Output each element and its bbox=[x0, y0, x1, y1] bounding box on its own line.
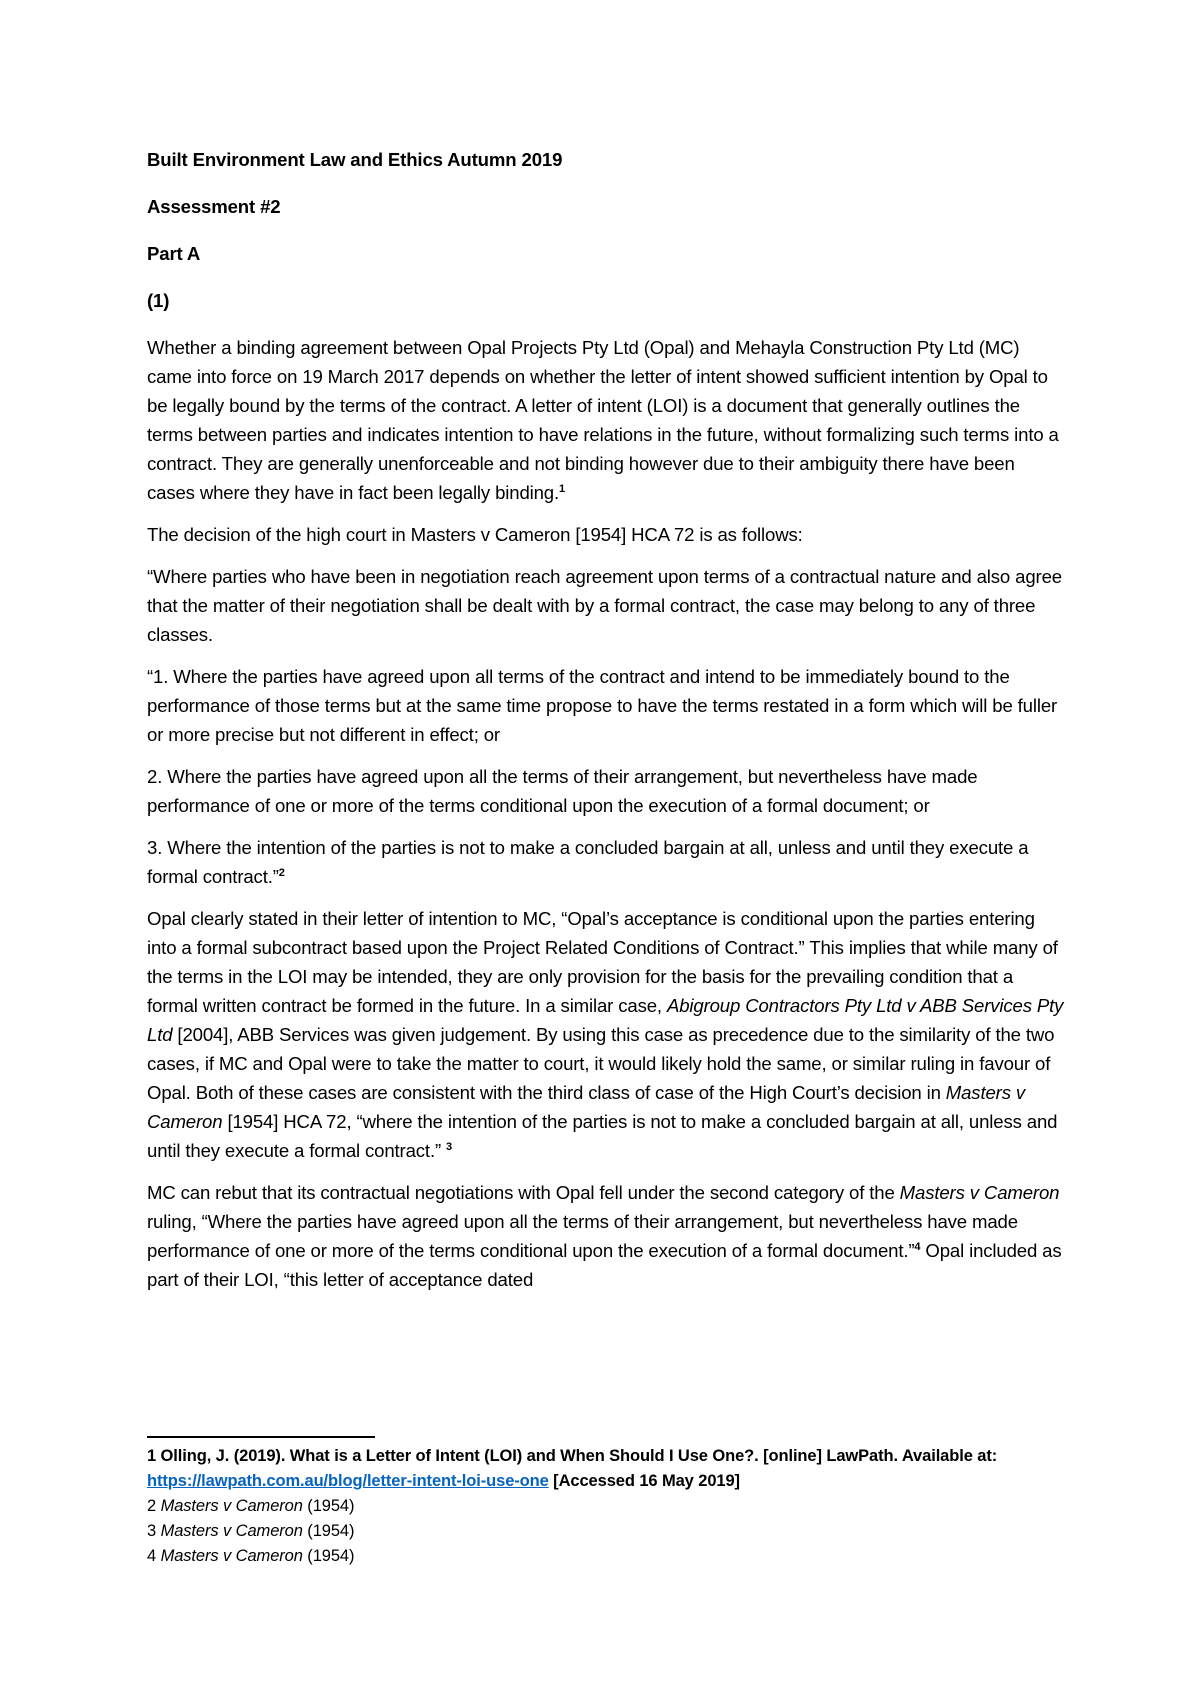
paragraph-class-3-text: 3. Where the intention of the parties is not to make a concluded bargain at all, unless and until they execute a formal contract.” bbox=[147, 837, 1029, 887]
footnotes-section bbox=[147, 1436, 1077, 1569]
footnote-1-text: 1 Olling, J. (2019). What is a Letter of Intent (LOI) and When Should I Use One?. [online] LawPath. Available at: bbox=[147, 1447, 998, 1465]
analysis-text-b: [2004], ABB Services was given judgement. By using this case as precedence due to the similarity of the two cases, if MC and Opal were to take the matter to court, it would likely hold the same, or similar ruling in favour of Opal. Both of these cases are consistent with the third class of case of the High Court’s decision in bbox=[147, 1024, 1055, 1103]
footnote-3-year: (1954) bbox=[302, 1522, 355, 1540]
footnote-4-year: (1954) bbox=[302, 1547, 355, 1565]
footnote-3-number: 3 bbox=[147, 1522, 161, 1540]
paragraph-class-3 bbox=[147, 833, 1067, 891]
paragraph-analysis bbox=[147, 904, 1067, 1165]
paragraph-intro bbox=[147, 333, 1067, 507]
paragraph-decision: The decision of the high court in Masters v Cameron [1954] HCA 72 is as follows: bbox=[147, 524, 803, 545]
assessment-heading: Assessment #2 bbox=[147, 196, 281, 217]
document-title: Built Environment Law and Ethics Autumn 2019 bbox=[147, 149, 563, 170]
question-number: (1) bbox=[147, 290, 170, 311]
footnote-3-case: Masters v Cameron bbox=[160, 1522, 303, 1540]
footnote-2-case: Masters v Cameron bbox=[160, 1497, 303, 1515]
case-name-abigroup: Abigroup Contractors Pty Ltd v ABB Services Pty Ltd bbox=[147, 995, 1064, 1045]
footnote-1-accessed: [Accessed 16 May 2019] bbox=[548, 1472, 740, 1490]
case-name-masters-2: Masters v Cameron bbox=[899, 1182, 1060, 1203]
footnote-2-number: 2 bbox=[147, 1497, 161, 1515]
rebuttal-text-a: MC can rebut that its contractual negotiations with Opal fell under the second category of the bbox=[147, 1182, 900, 1203]
footnote-4-case: Masters v Cameron bbox=[160, 1547, 303, 1565]
paragraph-intro-text: Whether a binding agreement between Opal Projects Pty Ltd (Opal) and Mehayla Construction Pty Ltd (MC) came into force on 19 March 2017 depends on whether the letter of intent showed sufficient intention by Opal to be legally bound by the terms of the contract. A letter of intent (LOI) is a document that generally outlines the terms between parties and indicates intention to have relations in the future, without formalizing such terms into a contract. They are generally unenforceable and not binding however due to their ambiguity there have been cases where they have in fact been legally binding. bbox=[147, 337, 1059, 503]
paragraph-quote: “Where parties who have been in negotiation reach agreement upon terms of a contractual nature and also agree that the matter of their negotiation shall be dealt with by a formal contract, the case may belong to any of three classes. bbox=[147, 566, 1062, 645]
footnote-1-link[interactable]: https://lawpath.com.au/blog/letter-intent-loi-use-one bbox=[147, 1472, 549, 1490]
footnote-3 bbox=[147, 1519, 1077, 1544]
footnote-1 bbox=[147, 1444, 1077, 1494]
footnote-ref-4[interactable]: 4 bbox=[914, 1240, 921, 1253]
paragraph-class-2: 2. Where the parties have agreed upon all the terms of their arrangement, but nevertheless have made performance of one or more of the terms conditional upon the execution of a formal document; or bbox=[147, 766, 978, 816]
document-body bbox=[147, 145, 1067, 1307]
footnote-divider bbox=[147, 1436, 375, 1438]
footnote-ref-2[interactable]: 2 bbox=[278, 866, 285, 879]
rebuttal-text-c: Opal included as part of their LOI, “this letter of acceptance dated bbox=[147, 1240, 1062, 1290]
footnote-ref-1[interactable]: 1 bbox=[559, 482, 565, 495]
footnote-2 bbox=[147, 1494, 1077, 1519]
footnote-4 bbox=[147, 1544, 1077, 1569]
paragraph-class-1: “1. Where the parties have agreed upon all terms of the contract and intend to be immediately bound to the performance of those terms but at the same time propose to have the terms restated in a form which will be fuller or more precise but not different in effect; or bbox=[147, 666, 1058, 745]
case-name-masters: Masters v Cameron bbox=[147, 1082, 1026, 1132]
footnote-4-number: 4 bbox=[147, 1547, 161, 1565]
footnote-ref-3[interactable]: 3 bbox=[446, 1140, 452, 1153]
footnote-2-year: (1954) bbox=[302, 1497, 355, 1515]
paragraph-rebuttal bbox=[147, 1178, 1067, 1294]
rebuttal-text-b: ruling, “Where the parties have agreed upon all the terms of their arrangement, but nevertheless have made performance of one or more of the terms conditional upon the execution of a formal document.” bbox=[147, 1211, 1018, 1261]
analysis-text-c: [1954] HCA 72, “where the intention of the parties is not to make a concluded bargain at all, unless and until they execute a formal contract.” bbox=[147, 1111, 1058, 1161]
analysis-text-a: Opal clearly stated in their letter of intention to MC, “Opal’s acceptance is conditional upon the parties entering into a formal subcontract based upon the Project Related Conditions of Contract.” This implies that while many of the terms in the LOI may be intended, they are only provision for the basis for the prevailing condition that a formal written contract be formed in the future. In a similar case, bbox=[147, 908, 1058, 1016]
part-heading: Part A bbox=[147, 243, 201, 264]
